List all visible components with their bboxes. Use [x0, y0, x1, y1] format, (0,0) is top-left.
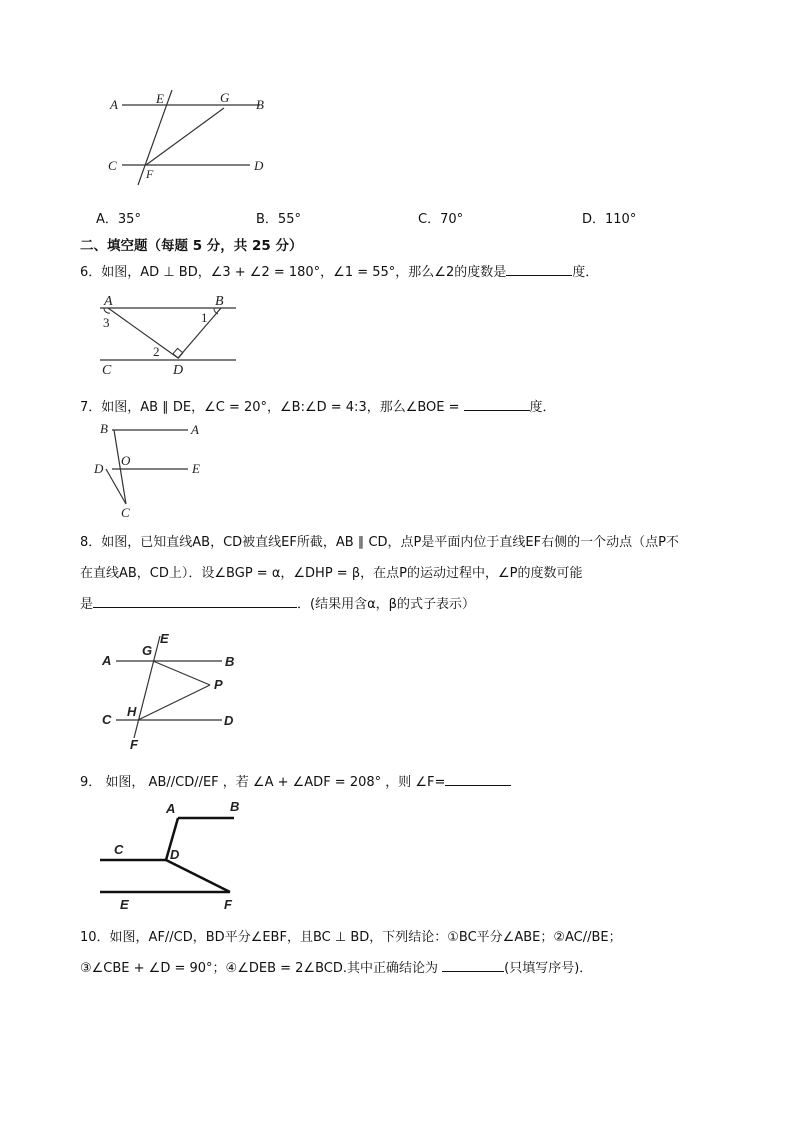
label-H: H: [127, 704, 137, 719]
label-D: D: [94, 461, 104, 476]
angle-3: 3: [103, 315, 110, 330]
label-E: E: [156, 91, 164, 106]
figure-7: [90, 418, 210, 522]
answer-blank-6[interactable]: [506, 263, 572, 276]
question-9: 9． 如图， AB//CD//EF ，若 ∠A + ∠ADF = 208° ，则 ∠F=: [80, 771, 511, 790]
label-C: C: [121, 505, 130, 520]
label-A: A: [110, 97, 118, 112]
label-B: B: [100, 421, 108, 436]
label-C: C: [102, 363, 112, 378]
answer-blank-9[interactable]: [445, 773, 511, 786]
label-B: B: [225, 654, 235, 669]
label-F: F: [224, 897, 232, 912]
option-c[interactable]: C．70°: [418, 212, 464, 227]
label-F: F: [130, 737, 138, 752]
label-C: C: [102, 712, 112, 727]
question-10-line-1: 10．如图，AF//CD，BD平分∠EBF，且BC ⊥ BD，下列结论：①BC平分∠ABE；②AC//BE；: [80, 930, 622, 945]
label-D: D: [170, 847, 180, 862]
label-D: D: [254, 158, 264, 173]
answer-blank-10[interactable]: [442, 959, 504, 972]
angle-1: 1: [201, 310, 208, 325]
label-G: G: [220, 90, 230, 105]
section-title: 二、填空题（每题 5 分，共 25 分）: [80, 238, 303, 254]
question-6: 6．如图，AD ⊥ BD，∠3 + ∠2 = 180°，∠1 = 55°，那么∠2的度数是 度．: [80, 265, 599, 280]
label-E: E: [192, 461, 200, 476]
label-B: B: [256, 97, 264, 112]
figure-8: [98, 628, 248, 752]
question-8-line-2: 在直线AB，CD上）．设∠BGP = α，∠DHP = β，在点P的运动过程中，∠P的度数可能: [80, 566, 583, 581]
label-C: C: [108, 158, 117, 173]
label-E: E: [120, 897, 129, 912]
question-8-line-1: 8．如图，已知直线AB，CD被直线EF所截，AB ∥ CD，点P是平面内位于直线EF右侧的一个动点（点P不: [80, 535, 679, 550]
answer-blank-7[interactable]: [464, 398, 530, 411]
figure-9: [96, 798, 256, 914]
label-B: B: [230, 799, 240, 814]
option-a[interactable]: A．35°: [96, 212, 141, 227]
label-A: A: [166, 801, 176, 816]
answer-blank-8[interactable]: [93, 595, 297, 608]
label-B: B: [215, 294, 224, 309]
label-A: A: [102, 653, 112, 668]
label-D: D: [224, 713, 234, 728]
question-8-line-3: 是 ．(结果用含α，β的式子表示）: [80, 597, 475, 612]
question-10-line-2: ③∠CBE + ∠D = 90°；④∠DEB = 2∠BCD.其中正确结论为 (只填写序号)．: [80, 961, 593, 976]
label-D: D: [173, 363, 184, 378]
label-E: E: [160, 631, 169, 646]
label-P: P: [214, 677, 223, 692]
label-O: O: [121, 453, 131, 468]
label-G: G: [142, 643, 153, 658]
figure-6: [94, 290, 244, 380]
label-C: C: [114, 842, 124, 857]
option-b[interactable]: B．55°: [256, 212, 301, 227]
label-A: A: [191, 422, 199, 437]
top-figure: [100, 88, 280, 188]
angle-2: 2: [153, 344, 160, 359]
option-d[interactable]: D．110°: [582, 212, 637, 227]
label-A: A: [104, 294, 113, 309]
label-F: F: [146, 167, 154, 181]
question-7: 7．如图，AB ∥ DE，∠C = 20°，∠B:∠D = 4:3，那么∠BOE = 度．: [80, 400, 556, 415]
